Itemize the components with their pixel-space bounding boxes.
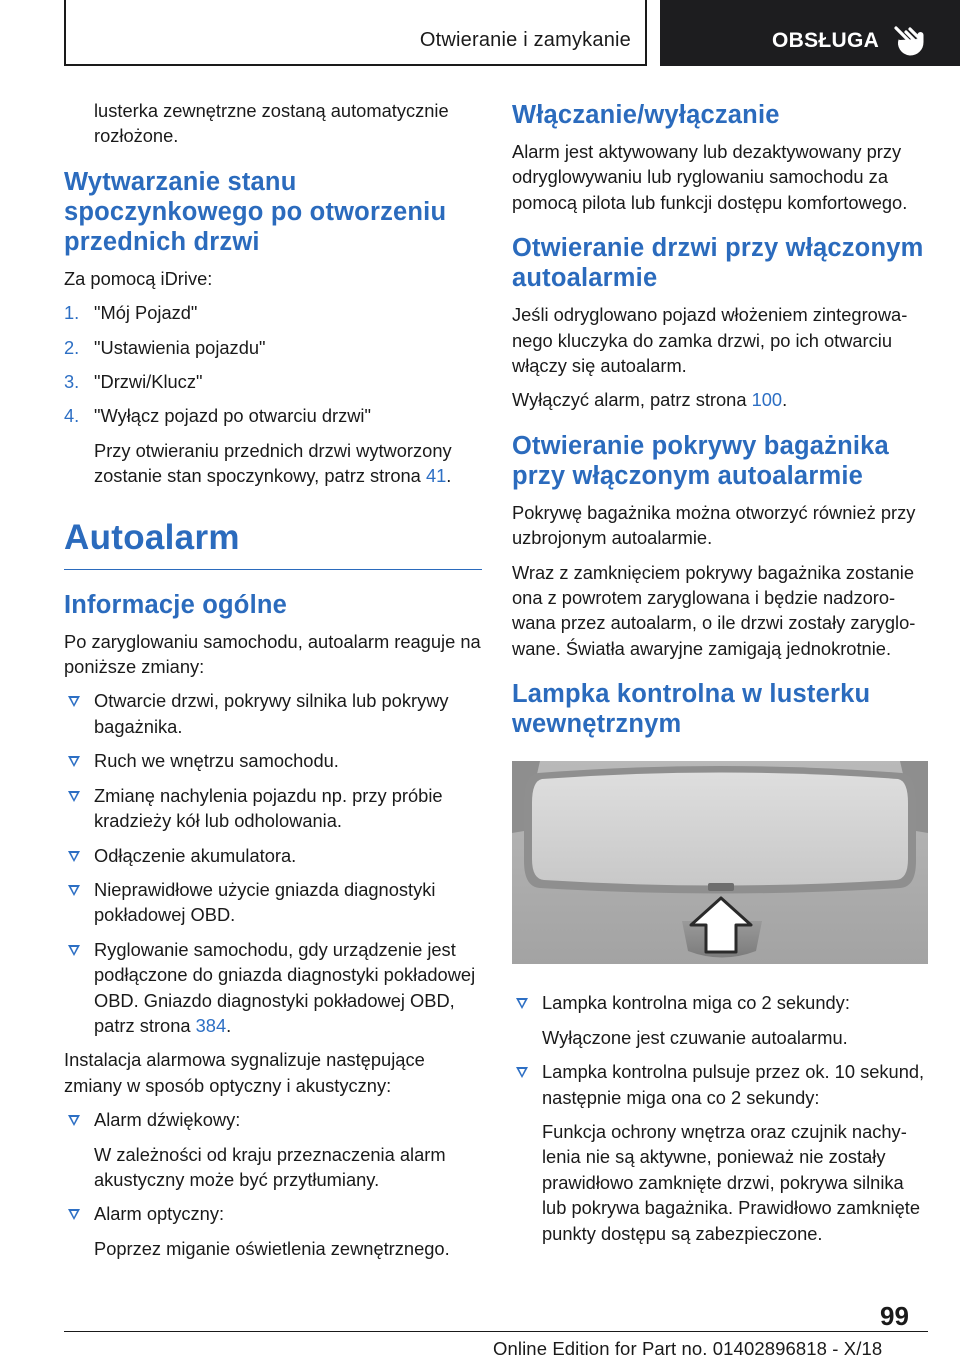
step-number: 1. <box>64 302 80 324</box>
list-item <box>64 335 482 360</box>
list-item <box>64 403 482 428</box>
page-41-link[interactable]: 41 <box>425 465 447 487</box>
alarm-signals-list <box>64 1107 482 1261</box>
lamp-state-label: Lampka kontrolna pulsuje przez ok. 10 sekund, następnie miga ona co 2 sekundy: <box>542 1061 925 1108</box>
trigger-text: Ryglowanie samochodu, gdy urządzenie jest podłączone do gniazda diagnostyki pokładowej OBD. Gniazdo diagnostyki pokładowej OBD, patrz strona <box>94 938 476 1036</box>
list-item <box>512 990 928 1050</box>
list-item <box>64 1107 482 1192</box>
rearview-mirror-illustration <box>512 761 928 964</box>
lamp-state-detail: Funkcja ochrony wnętrza oraz czujnik nachylenia nie są aktywne, ponieważ nie zostały prawidłowo zamknięte drzwi, pokrywa silnika lub pokrywa bagażnika. Prawidłowo zamknięte punkty dostępu są zabezpieczone. <box>542 1120 921 1244</box>
doors-ref-period: . <box>782 389 788 411</box>
trunk-text-1: Pokrywę bagażnika można otworzyć również przy uzbrojonym autoalarmie. <box>512 501 916 549</box>
lamp-heading: Lampka kontrolna w lusterku wewnętrznym <box>512 680 871 739</box>
step-text: "Wyłącz pojazd po otwarciu drzwi" <box>94 405 371 427</box>
signal-detail: W zależności od kraju przeznaczenia alarm akustyczny może być przytłumiany. <box>94 1143 446 1190</box>
rest-note-text: Przy otwieraniu przednich drzwi wytworzony zostanie stan spoczynkowy, patrz strona <box>94 439 452 487</box>
step-number: 4. <box>64 405 80 427</box>
footer-edition: Online Edition for Part no. 01402896818 - X/18 <box>493 1338 883 1359</box>
doors-heading: Otwieranie drzwi przy włączonym autoalarmie <box>512 234 924 293</box>
general-info-heading: Informacje ogólne <box>64 590 288 619</box>
doors-reference <box>512 387 928 412</box>
trigger-text: Zmianę nachylenia pojazdu np. przy próbie kradzieży kół lub odholowania. <box>94 784 443 832</box>
signal-label: Alarm dźwiękowy: <box>94 1109 241 1131</box>
page-number: 99 <box>880 1301 909 1331</box>
onoff-text: Alarm jest aktywowany lub dezaktywowany przy odryglowywaniu lub ryglowaniu samochodu za pomocą pilota lub funkcji dostępu komfortowego. <box>512 141 908 213</box>
trunk-text-2: Wraz z zamknięciem pokrywy bagażnika zostanie ona z powrotem zaryglowana i będzie nadzorowana przez autoalarm, o ile drzwi zostały zaryglowane. Światła awaryjne zamigają jednokrotnie. <box>512 561 916 659</box>
lamp-states-list <box>512 990 928 1246</box>
rest-state-heading: Wytwarzanie stanu spoczynkowego po otworzeniu przednich drzwi <box>64 167 447 256</box>
rest-note-period: . <box>446 465 452 487</box>
doors-ref-text: Wyłączyć alarm, patrz strona <box>512 389 752 411</box>
bullet-triangle-icon <box>68 1115 80 1126</box>
signal-intro: Instalacja alarmowa sygnalizuje następujące zmiany w sposób optyczny i akustyczny: <box>64 1049 425 1096</box>
list-item <box>64 783 482 834</box>
intro-paragraph: lusterka zewnętrzne zostaną automatycznie rozłożone. <box>94 100 449 147</box>
trigger-text: Otwarcie drzwi, pokrywy silnika lub pokrywy bagażnika. <box>94 690 449 737</box>
step-text: "Mój Pojazd" <box>94 302 198 324</box>
lamp-state-detail: Wyłączone jest czuwanie autoalarmu. <box>542 1026 848 1048</box>
onoff-heading: Włączanie/wyłączanie <box>512 101 780 129</box>
right-column <box>512 98 928 1255</box>
rest-state-intro: Za pomocą iDrive: <box>64 267 213 289</box>
left-column <box>64 98 482 1270</box>
header-chapter-label: OBSŁUGA <box>772 29 880 52</box>
bullet-triangle-icon <box>68 791 80 802</box>
step-number: 2. <box>64 336 80 358</box>
list-item <box>64 300 482 325</box>
trunk-heading: Otwieranie pokrywy bagażnika przy włączonym autoalarmie <box>512 431 889 490</box>
trigger-period: . <box>226 1014 232 1036</box>
header-chapter-tab <box>660 0 960 66</box>
general-info-intro: Po zaryglowaniu samochodu, autoalarm reaguje na poniższe zmiany: <box>64 630 481 678</box>
trigger-text: Odłączenie akumulatora. <box>94 844 297 866</box>
bullet-triangle-icon <box>68 945 80 956</box>
footer-divider <box>64 1331 928 1332</box>
bullet-triangle-icon <box>68 851 80 862</box>
list-item <box>64 688 482 739</box>
bullet-triangle-icon <box>68 756 80 767</box>
step-number: 3. <box>64 371 80 393</box>
bullet-triangle-icon <box>68 885 80 896</box>
step-text: "Ustawienia pojazdu" <box>94 336 266 358</box>
signal-label: Alarm optyczny: <box>94 1203 225 1225</box>
list-item <box>64 369 482 394</box>
page-384-link[interactable]: 384 <box>195 1014 227 1036</box>
idrive-steps-list <box>64 300 482 429</box>
rest-state-note <box>64 438 482 489</box>
step-text: "Drzwi/Klucz" <box>94 371 203 393</box>
trigger-text: Nieprawidłowe użycie gniazda diagnostyki pokładowej OBD. <box>94 878 436 926</box>
signal-detail: Poprzez miganie oświetlenia zewnętrznego. <box>94 1237 450 1259</box>
header-section-title: Otwieranie i zamykanie <box>419 29 631 51</box>
lamp-state-label: Lampka kontrolna miga co 2 sekundy: <box>542 992 850 1014</box>
bullet-triangle-icon <box>516 1067 528 1078</box>
list-item <box>512 1059 928 1246</box>
list-item <box>64 937 482 1039</box>
header-section-frame <box>64 0 647 66</box>
list-item <box>64 1201 482 1261</box>
bullet-triangle-icon <box>68 1209 80 1220</box>
trigger-text: Ruch we wnętrzu samochodu. <box>94 750 339 772</box>
bullet-triangle-icon <box>516 998 528 1009</box>
bullet-triangle-icon <box>68 696 80 707</box>
doors-text: Jeśli odryglowano pojazd włożeniem zintegrowanego kluczyka do zamka drzwi, po ich otwarciu włączy się autoalarm. <box>512 304 908 377</box>
alarm-triggers-list <box>64 688 482 1038</box>
list-item <box>64 843 482 868</box>
hand-pointer-icon <box>892 24 926 56</box>
page-100-link[interactable]: 100 <box>751 389 783 411</box>
list-item <box>64 748 482 773</box>
autoalarm-heading: Autoalarm <box>64 517 482 570</box>
list-item <box>64 877 482 928</box>
